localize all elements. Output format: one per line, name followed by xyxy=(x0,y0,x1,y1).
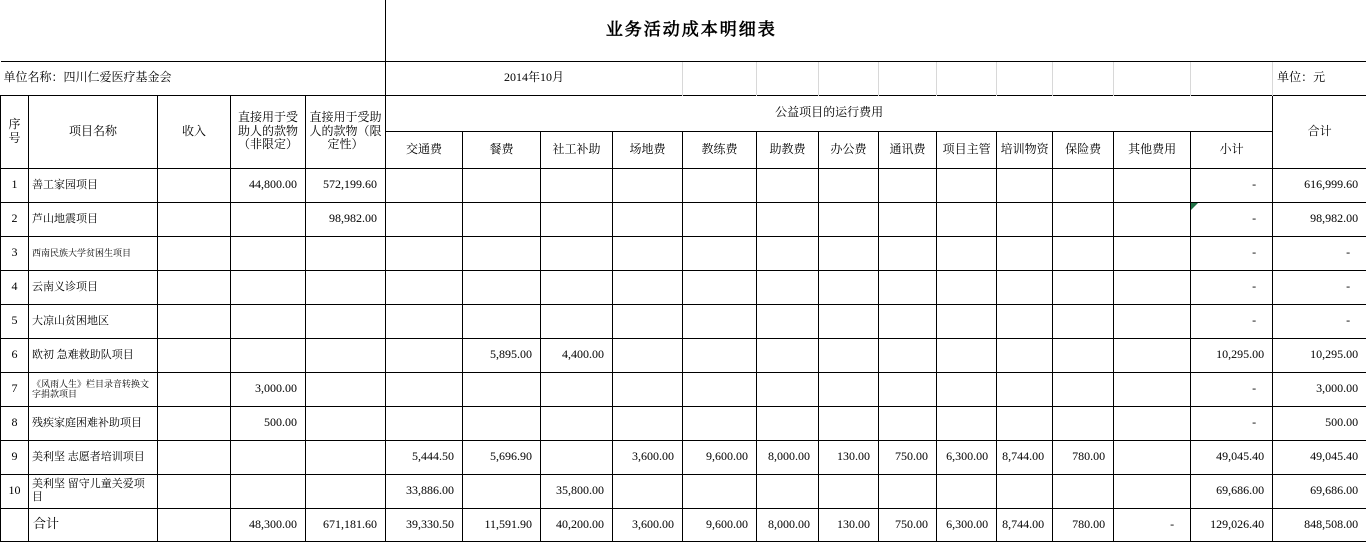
cell-r3-direct-unrestricted[interactable] xyxy=(231,236,306,270)
cell-total-total[interactable]: 848,508.00 xyxy=(1273,508,1366,541)
cell-r4-social-worker-subsidy[interactable] xyxy=(541,270,613,304)
cell-r10-social-worker-subsidy[interactable]: 35,800.00 xyxy=(541,474,613,508)
cell-r10-project-supervisor[interactable] xyxy=(937,474,997,508)
cell-r3-total[interactable]: - xyxy=(1273,236,1366,270)
table-row xyxy=(1,168,1366,202)
cell-r9-other[interactable] xyxy=(1114,440,1191,474)
cell-r5-social-worker-subsidy[interactable] xyxy=(541,304,613,338)
cell-r1-venue[interactable] xyxy=(613,168,683,202)
cell-r9-assistant-coach[interactable]: 8,000.00 xyxy=(757,440,819,474)
cell-r6-other[interactable] xyxy=(1114,338,1191,372)
table-row xyxy=(1,270,1366,304)
cell-r4-seq[interactable]: 4 xyxy=(1,270,29,304)
cell-r2-meals[interactable] xyxy=(463,202,541,236)
cell-r8-insurance[interactable] xyxy=(1053,406,1114,440)
cell-r5-income[interactable] xyxy=(158,304,231,338)
cell-r5-seq[interactable]: 5 xyxy=(1,304,29,338)
cell-r7-office[interactable] xyxy=(819,372,879,406)
cell-r2-training-materials[interactable] xyxy=(997,202,1053,236)
cell-r3-venue[interactable] xyxy=(613,236,683,270)
cell-r5-project-name[interactable]: 大凉山贫困地区 xyxy=(29,304,158,338)
cell-r7-direct-restricted[interactable] xyxy=(306,372,386,406)
cell-r10-transport[interactable]: 33,886.00 xyxy=(386,474,463,508)
info-row xyxy=(1,61,1366,95)
cell-r4-insurance[interactable] xyxy=(1053,270,1114,304)
cell-r2-venue[interactable] xyxy=(613,202,683,236)
cell-r1-office[interactable] xyxy=(819,168,879,202)
cell-r2-subtotal[interactable]: - xyxy=(1191,202,1273,236)
total-row xyxy=(1,508,1366,541)
cell-r7-income[interactable] xyxy=(158,372,231,406)
cell-r2-transport[interactable] xyxy=(386,202,463,236)
cell-r9-project-supervisor[interactable]: 6,300.00 xyxy=(937,440,997,474)
cell-r2-income[interactable] xyxy=(158,202,231,236)
cell-r9-income[interactable] xyxy=(158,440,231,474)
cell-total-coach[interactable]: 9,600.00 xyxy=(683,508,757,541)
header-insurance-fee[interactable]: 保险费 xyxy=(1053,131,1114,168)
cell-r4-direct-unrestricted[interactable] xyxy=(231,270,306,304)
table-row xyxy=(1,236,1366,270)
cell-r7-seq[interactable]: 7 xyxy=(1,372,29,406)
cell-total-income[interactable] xyxy=(158,508,231,541)
info-grid-cell[interactable] xyxy=(997,61,1053,95)
cell-r8-social-worker-subsidy[interactable] xyxy=(541,406,613,440)
cell-r6-total[interactable]: 10,295.00 xyxy=(1273,338,1366,372)
info-grid-cell[interactable] xyxy=(1053,61,1114,95)
cell-r9-insurance[interactable]: 780.00 xyxy=(1053,440,1114,474)
title-row-spacer-right xyxy=(997,0,1366,61)
cell-r4-total[interactable]: - xyxy=(1273,270,1366,304)
cell-r2-office[interactable] xyxy=(819,202,879,236)
cell-r2-insurance[interactable] xyxy=(1053,202,1114,236)
cell-r6-assistant-coach[interactable] xyxy=(757,338,819,372)
cell-r4-direct-restricted[interactable] xyxy=(306,270,386,304)
cell-total-communication[interactable]: 750.00 xyxy=(879,508,937,541)
cell-r3-meals[interactable] xyxy=(463,236,541,270)
cell-r9-direct-unrestricted[interactable] xyxy=(231,440,306,474)
header-other-fee[interactable]: 其他费用 xyxy=(1114,131,1191,168)
cell-r10-assistant-coach[interactable] xyxy=(757,474,819,508)
cell-r8-total[interactable]: 500.00 xyxy=(1273,406,1366,440)
info-grid-cell[interactable] xyxy=(819,61,879,95)
info-grid-cell[interactable] xyxy=(1191,61,1273,95)
cell-r10-office[interactable] xyxy=(819,474,879,508)
cell-r6-project-supervisor[interactable] xyxy=(937,338,997,372)
cell-r3-transport[interactable] xyxy=(386,236,463,270)
cell-total-direct-restricted[interactable]: 671,181.60 xyxy=(306,508,386,541)
cell-r10-venue[interactable] xyxy=(613,474,683,508)
cell-r7-communication[interactable] xyxy=(879,372,937,406)
cell-total-assistant-coach[interactable]: 8,000.00 xyxy=(757,508,819,541)
cell-r10-meals[interactable] xyxy=(463,474,541,508)
cell-r1-communication[interactable] xyxy=(879,168,937,202)
header-subtotal[interactable]: 小计 xyxy=(1191,131,1273,168)
cell-r1-direct-restricted[interactable]: 572,199.60 xyxy=(306,168,386,202)
cell-r8-subtotal[interactable]: - xyxy=(1191,406,1273,440)
cell-total-office[interactable]: 130.00 xyxy=(819,508,879,541)
cell-r9-direct-restricted[interactable] xyxy=(306,440,386,474)
cell-r8-other[interactable] xyxy=(1114,406,1191,440)
cell-r2-project-name[interactable]: 芦山地震项目 xyxy=(29,202,158,236)
table-row xyxy=(1,440,1366,474)
cell-r1-training-materials[interactable] xyxy=(997,168,1053,202)
cell-r7-direct-unrestricted[interactable]: 3,000.00 xyxy=(231,372,306,406)
cell-r1-assistant-coach[interactable] xyxy=(757,168,819,202)
info-grid-cell[interactable] xyxy=(757,61,819,95)
cell-total-seq[interactable] xyxy=(1,508,29,541)
cell-r10-subtotal[interactable]: 69,686.00 xyxy=(1191,474,1273,508)
cell-total-project-name[interactable]: 合计 xyxy=(29,508,158,541)
cell-r4-training-materials[interactable] xyxy=(997,270,1053,304)
cell-r8-direct-unrestricted[interactable]: 500.00 xyxy=(231,406,306,440)
cell-r7-project-supervisor[interactable] xyxy=(937,372,997,406)
header-office-fee[interactable]: 办公费 xyxy=(819,131,879,168)
title-row-spacer-left xyxy=(1,0,386,61)
cell-r8-seq[interactable]: 8 xyxy=(1,406,29,440)
cell-r3-seq[interactable]: 3 xyxy=(1,236,29,270)
cell-r6-training-materials[interactable] xyxy=(997,338,1053,372)
table-row xyxy=(1,372,1366,406)
cell-r4-communication[interactable] xyxy=(879,270,937,304)
cell-r7-venue[interactable] xyxy=(613,372,683,406)
cell-r2-coach[interactable] xyxy=(683,202,757,236)
cell-r3-other[interactable] xyxy=(1114,236,1191,270)
cell-r5-training-materials[interactable] xyxy=(997,304,1053,338)
cell-r9-coach[interactable]: 9,600.00 xyxy=(683,440,757,474)
header-transport-fee[interactable]: 交通费 xyxy=(386,131,463,168)
cell-r10-coach[interactable] xyxy=(683,474,757,508)
cell-r1-meals[interactable] xyxy=(463,168,541,202)
cell-r1-seq[interactable]: 1 xyxy=(1,168,29,202)
cell-r10-insurance[interactable] xyxy=(1053,474,1114,508)
cell-r8-venue[interactable] xyxy=(613,406,683,440)
title-row xyxy=(1,0,1366,61)
cell-r5-direct-restricted[interactable] xyxy=(306,304,386,338)
cell-r1-transport[interactable] xyxy=(386,168,463,202)
info-grid-cell[interactable] xyxy=(1114,61,1191,95)
cell-r8-meals[interactable] xyxy=(463,406,541,440)
cell-r7-assistant-coach[interactable] xyxy=(757,372,819,406)
cell-r2-other[interactable] xyxy=(1114,202,1191,236)
cell-r6-direct-restricted[interactable] xyxy=(306,338,386,372)
cell-r5-venue[interactable] xyxy=(613,304,683,338)
header-assistant-coach-fee[interactable]: 助教费 xyxy=(757,131,819,168)
cell-r2-total[interactable]: 98,982.00 xyxy=(1273,202,1366,236)
cell-r2-seq[interactable]: 2 xyxy=(1,202,29,236)
header-venue-fee[interactable]: 场地费 xyxy=(613,131,683,168)
cell-r3-office[interactable] xyxy=(819,236,879,270)
cell-r1-project-supervisor[interactable] xyxy=(937,168,997,202)
period-label[interactable]: 2014年10月 xyxy=(386,61,683,95)
cell-r9-social-worker-subsidy[interactable] xyxy=(541,440,613,474)
cell-r10-training-materials[interactable] xyxy=(997,474,1053,508)
cell-r4-coach[interactable] xyxy=(683,270,757,304)
header-operating-expenses-group[interactable]: 公益项目的运行费用 xyxy=(386,95,1273,131)
cell-total-training-materials[interactable]: 8,744.00 xyxy=(997,508,1053,541)
cell-r6-office[interactable] xyxy=(819,338,879,372)
cell-r2-project-supervisor[interactable] xyxy=(937,202,997,236)
cell-r7-transport[interactable] xyxy=(386,372,463,406)
cell-r4-project-supervisor[interactable] xyxy=(937,270,997,304)
cell-r10-direct-unrestricted[interactable] xyxy=(231,474,306,508)
cell-r6-subtotal[interactable]: 10,295.00 xyxy=(1191,338,1273,372)
cell-r9-training-materials[interactable]: 8,744.00 xyxy=(997,440,1053,474)
cell-r3-communication[interactable] xyxy=(879,236,937,270)
cell-r1-project-name[interactable]: 善工家园项目 xyxy=(29,168,158,202)
cell-r4-subtotal[interactable]: - xyxy=(1191,270,1273,304)
header-project-supervisor[interactable]: 项目主管 xyxy=(937,131,997,168)
cell-r4-transport[interactable] xyxy=(386,270,463,304)
cell-r6-communication[interactable] xyxy=(879,338,937,372)
cell-r6-insurance[interactable] xyxy=(1053,338,1114,372)
cell-r1-subtotal[interactable]: - xyxy=(1191,168,1273,202)
cell-r5-total[interactable]: - xyxy=(1273,304,1366,338)
header-seq[interactable]: 序号 xyxy=(1,95,29,168)
cell-r5-subtotal[interactable]: - xyxy=(1191,304,1273,338)
cell-r7-coach[interactable] xyxy=(683,372,757,406)
cell-r8-income[interactable] xyxy=(158,406,231,440)
cell-r5-coach[interactable] xyxy=(683,304,757,338)
cell-r10-income[interactable] xyxy=(158,474,231,508)
table-row xyxy=(1,338,1366,372)
cell-r9-communication[interactable]: 750.00 xyxy=(879,440,937,474)
table-row xyxy=(1,474,1366,508)
cell-r9-transport[interactable]: 5,444.50 xyxy=(386,440,463,474)
header-project-name[interactable]: 项目名称 xyxy=(29,95,158,168)
cell-r4-other[interactable] xyxy=(1114,270,1191,304)
cell-total-insurance[interactable]: 780.00 xyxy=(1053,508,1114,541)
cell-r4-assistant-coach[interactable] xyxy=(757,270,819,304)
cell-r1-other[interactable] xyxy=(1114,168,1191,202)
cell-total-project-supervisor[interactable]: 6,300.00 xyxy=(937,508,997,541)
header-direct-restricted[interactable]: 直接用于受助人的款物（限定性） xyxy=(306,95,386,168)
cell-r4-office[interactable] xyxy=(819,270,879,304)
cell-r1-social-worker-subsidy[interactable] xyxy=(541,168,613,202)
cell-r5-communication[interactable] xyxy=(879,304,937,338)
cell-r2-direct-unrestricted[interactable] xyxy=(231,202,306,236)
cell-r6-direct-unrestricted[interactable] xyxy=(231,338,306,372)
cell-r8-communication[interactable] xyxy=(879,406,937,440)
table-row xyxy=(1,304,1366,338)
cell-r3-coach[interactable] xyxy=(683,236,757,270)
cell-total-social-worker-subsidy[interactable]: 40,200.00 xyxy=(541,508,613,541)
header-total[interactable]: 合计 xyxy=(1273,95,1366,168)
header-communication-fee[interactable]: 通讯费 xyxy=(879,131,937,168)
cell-r8-transport[interactable] xyxy=(386,406,463,440)
cell-r8-direct-restricted[interactable] xyxy=(306,406,386,440)
cell-r3-social-worker-subsidy[interactable] xyxy=(541,236,613,270)
cell-r9-seq[interactable]: 9 xyxy=(1,440,29,474)
cell-r10-project-name[interactable]: 美利坚 留守儿童关爱项目 xyxy=(29,474,158,508)
cell-r10-total[interactable]: 69,686.00 xyxy=(1273,474,1366,508)
cell-r7-social-worker-subsidy[interactable] xyxy=(541,372,613,406)
cell-r10-direct-restricted[interactable] xyxy=(306,474,386,508)
cell-r5-assistant-coach[interactable] xyxy=(757,304,819,338)
header-row-1 xyxy=(1,95,1366,131)
cell-r7-total[interactable]: 3,000.00 xyxy=(1273,372,1366,406)
cell-r10-seq[interactable]: 10 xyxy=(1,474,29,508)
cell-r7-other[interactable] xyxy=(1114,372,1191,406)
cell-r4-income[interactable] xyxy=(158,270,231,304)
info-grid-cell[interactable] xyxy=(879,61,937,95)
cell-r10-other[interactable] xyxy=(1114,474,1191,508)
cell-r5-transport[interactable] xyxy=(386,304,463,338)
cell-r9-venue[interactable]: 3,600.00 xyxy=(613,440,683,474)
cell-total-meals[interactable]: 11,591.90 xyxy=(463,508,541,541)
table-row xyxy=(1,406,1366,440)
header-social-worker-subsidy[interactable]: 社工补助 xyxy=(541,131,613,168)
cell-r3-subtotal[interactable]: - xyxy=(1191,236,1273,270)
info-grid-cell[interactable] xyxy=(937,61,997,95)
cell-r6-meals[interactable]: 5,895.00 xyxy=(463,338,541,372)
cell-r6-project-name[interactable]: 欧初 急难救助队项目 xyxy=(29,338,158,372)
cell-r9-office[interactable]: 130.00 xyxy=(819,440,879,474)
cell-r2-communication[interactable] xyxy=(879,202,937,236)
cell-r7-meals[interactable] xyxy=(463,372,541,406)
cell-r3-direct-restricted[interactable] xyxy=(306,236,386,270)
cell-r6-transport[interactable] xyxy=(386,338,463,372)
cell-r8-project-supervisor[interactable] xyxy=(937,406,997,440)
cell-r1-direct-unrestricted[interactable]: 44,800.00 xyxy=(231,168,306,202)
cell-r3-project-supervisor[interactable] xyxy=(937,236,997,270)
cell-r1-insurance[interactable] xyxy=(1053,168,1114,202)
cell-r7-training-materials[interactable] xyxy=(997,372,1053,406)
cell-r2-direct-restricted[interactable]: 98,982.00 xyxy=(306,202,386,236)
cell-r7-insurance[interactable] xyxy=(1053,372,1114,406)
cell-total-transport[interactable]: 39,330.50 xyxy=(386,508,463,541)
cell-r7-subtotal[interactable]: - xyxy=(1191,372,1273,406)
cell-r7-project-name[interactable]: 《风雨人生》栏目录音转换文字捐款项目 xyxy=(29,372,158,406)
cell-r1-income[interactable] xyxy=(158,168,231,202)
cell-r1-coach[interactable] xyxy=(683,168,757,202)
cell-r9-project-name[interactable]: 美利坚 志愿者培训项目 xyxy=(29,440,158,474)
cell-note-corner-icon xyxy=(1191,203,1198,210)
cell-r5-meals[interactable] xyxy=(463,304,541,338)
cell-total-subtotal[interactable]: 129,026.40 xyxy=(1191,508,1273,541)
cell-r9-total[interactable]: 49,045.40 xyxy=(1273,440,1366,474)
header-direct-unrestricted[interactable]: 直接用于受助人的款物（非限定） xyxy=(231,95,306,168)
cell-r8-office[interactable] xyxy=(819,406,879,440)
table-row xyxy=(1,202,1366,236)
header-coach-fee[interactable]: 教练费 xyxy=(683,131,757,168)
cell-r8-project-name[interactable]: 残疾家庭困难补助项目 xyxy=(29,406,158,440)
cell-r2-social-worker-subsidy[interactable] xyxy=(541,202,613,236)
page-title: 业务活动成本明细表 xyxy=(605,20,777,40)
cell-r3-insurance[interactable] xyxy=(1053,236,1114,270)
unit-name-label[interactable]: 单位名称：四川仁爱医疗基金会 xyxy=(1,61,386,95)
cell-r3-assistant-coach[interactable] xyxy=(757,236,819,270)
cell-r5-office[interactable] xyxy=(819,304,879,338)
cell-r6-coach[interactable] xyxy=(683,338,757,372)
cell-r3-project-name[interactable]: 西南民族大学贫困生项目 xyxy=(29,236,158,270)
cell-r9-subtotal[interactable]: 49,045.40 xyxy=(1191,440,1273,474)
cell-r2-assistant-coach[interactable] xyxy=(757,202,819,236)
cell-r6-income[interactable] xyxy=(158,338,231,372)
header-income[interactable]: 收入 xyxy=(158,95,231,168)
cell-r5-insurance[interactable] xyxy=(1053,304,1114,338)
cell-r1-total[interactable]: 616,999.60 xyxy=(1273,168,1366,202)
cell-total-venue[interactable]: 3,600.00 xyxy=(613,508,683,541)
cell-total-direct-unrestricted[interactable]: 48,300.00 xyxy=(231,508,306,541)
cell-r10-communication[interactable] xyxy=(879,474,937,508)
cell-r8-coach[interactable] xyxy=(683,406,757,440)
cell-r9-meals[interactable]: 5,696.90 xyxy=(463,440,541,474)
cell-r4-meals[interactable] xyxy=(463,270,541,304)
cell-r6-seq[interactable]: 6 xyxy=(1,338,29,372)
cell-r3-training-materials[interactable] xyxy=(997,236,1053,270)
cell-r4-venue[interactable] xyxy=(613,270,683,304)
cell-r8-training-materials[interactable] xyxy=(997,406,1053,440)
cell-total-other[interactable]: - xyxy=(1114,508,1191,541)
cell-r8-assistant-coach[interactable] xyxy=(757,406,819,440)
cell-r5-other[interactable] xyxy=(1114,304,1191,338)
cell-r5-direct-unrestricted[interactable] xyxy=(231,304,306,338)
cell-r6-social-worker-subsidy[interactable]: 4,400.00 xyxy=(541,338,613,372)
cell-r5-project-supervisor[interactable] xyxy=(937,304,997,338)
header-training-materials[interactable]: 培训物资 xyxy=(997,131,1053,168)
header-meal-fee[interactable]: 餐费 xyxy=(463,131,541,168)
info-grid-cell[interactable] xyxy=(683,61,757,95)
unit-label[interactable]: 单位：元 xyxy=(1273,61,1366,95)
cell-r3-income[interactable] xyxy=(158,236,231,270)
cell-r4-project-name[interactable]: 云南义诊项目 xyxy=(29,270,158,304)
cell-r6-venue[interactable] xyxy=(613,338,683,372)
